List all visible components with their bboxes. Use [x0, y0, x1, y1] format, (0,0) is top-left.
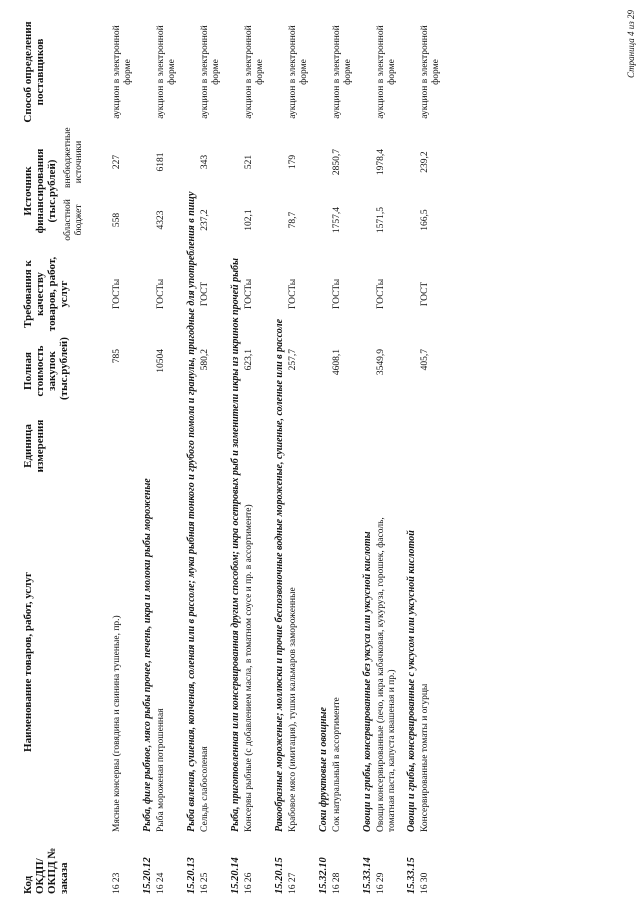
header-extrabudget: внебюджетные источники [63, 127, 84, 188]
row-code: 16 26 [244, 872, 255, 894]
row-extrabudget: 2850,7 [332, 148, 343, 176]
row-name: Сок натуральный в ассортименте [332, 697, 343, 832]
row-requirements: ГОСТы [376, 278, 387, 310]
group-code: 15.20.15 [274, 857, 286, 894]
row-method: аукцион в электронной форме [112, 25, 133, 119]
group-row [222, 11, 243, 897]
row-code: 16 24 [156, 872, 167, 894]
table-row [331, 11, 354, 897]
row-name: Рыба мороженая потрошенная [156, 708, 167, 832]
row-regional-budget: 166,5 [420, 209, 431, 231]
row-cost: 257,7 [288, 349, 299, 371]
header-financing: Источник финансирования (тыс.рублей) [22, 148, 59, 234]
row-extrabudget: 521 [244, 154, 255, 170]
row-method: аукцион в электронной форме [420, 25, 441, 119]
row-method: аукцион в электронной форме [376, 25, 397, 119]
header-name: Наименование товаров, работ, услуг [22, 572, 34, 752]
row-requirements: ГОСТы [244, 278, 255, 310]
row-unit [287, 403, 310, 489]
row-requirements: ГОСТ [420, 281, 431, 307]
table-row [155, 11, 178, 897]
row-cost: 10504 [156, 349, 167, 373]
row-method: аукцион в электронной форме [288, 25, 309, 119]
group-code: 15.20.13 [186, 857, 198, 894]
row-unit [155, 403, 178, 489]
row-requirements: ГОСТ [200, 281, 211, 307]
row-name: Крабовое мясо (имитация), тушки кальмаров замороженные [288, 587, 299, 832]
row-unit [86, 403, 134, 489]
row-regional-budget: 558 [112, 212, 123, 228]
row-cost: 623,1 [244, 349, 255, 371]
group-code: 15.20.12 [142, 857, 154, 894]
row-extrabudget: 239,2 [420, 151, 431, 173]
header-code: Код ОКДП/ ОКПД № заказа [22, 847, 71, 894]
group-title: Овощи и грибы, консервированные с уксусом или уксусной кислотой [406, 530, 418, 832]
group-row [310, 11, 331, 897]
row-cost: 405,7 [420, 349, 431, 371]
group-code: 15.33.15 [406, 857, 418, 894]
row-code: 16 27 [288, 872, 299, 894]
group-row [266, 11, 287, 897]
group-code: 15.32.10 [318, 857, 330, 894]
row-method: аукцион в электронной форме [244, 25, 265, 119]
row-extrabudget: 1978,4 [376, 148, 387, 176]
table-row [375, 11, 398, 897]
row-requirements: ГОСТы [288, 278, 299, 310]
row-unit [199, 403, 222, 489]
group-title: Овощи и грибы, консервированные без уксуса или уксусной кислоты [362, 531, 374, 832]
group-title: Ракообразные мороженые; моллюски и прочие беспозвоночные водные мороженые, сушеные, соленые или в рассоле [274, 318, 286, 832]
row-cost: 3549,9 [376, 349, 387, 376]
row-cost: 785 [112, 349, 123, 364]
page-number: Страница 4 из 29 [626, 10, 636, 78]
group-row [398, 11, 419, 897]
row-name: Консервы рыбные (с добавлением масла, в томатном соусе и пр. в ассортименте) [244, 504, 255, 832]
group-code: 15.20.14 [230, 857, 242, 894]
row-cost: 580,2 [200, 349, 211, 371]
group-row [134, 11, 155, 897]
row-extrabudget: 227 [112, 154, 123, 170]
header-method: Способ определения поставщиков [22, 21, 47, 123]
group-title: Рыба вяленая, сушеная, копченая, соленая или в рассоле; мука рыбная тонкого и грубого помола и гранулы, пригодные для употребления в пищу [186, 191, 198, 832]
table-row [419, 11, 442, 897]
row-code: 16 25 [200, 872, 211, 894]
row-name: Овощи консервированные (лечо, икра кабачковая, кукуруза, горошек, фасоль, томатная паста, капуста квашеная и пр.) [376, 517, 397, 832]
row-regional-budget: 102,1 [244, 209, 255, 231]
procurement-table [20, 11, 442, 897]
row-requirements: ГОСТы [156, 278, 167, 310]
row-extrabudget: 343 [200, 154, 211, 170]
header-requirements: Требования к качеству товаров, работ, услуг [22, 256, 71, 332]
table-row [287, 11, 310, 897]
group-row [354, 11, 375, 897]
row-unit [331, 403, 354, 489]
row-unit [243, 403, 266, 489]
header-row [20, 11, 60, 897]
row-regional-budget: 1757,4 [332, 206, 343, 234]
row-unit [375, 403, 398, 489]
row-code: 16 23 [112, 872, 123, 894]
row-regional-budget: 1571,5 [376, 206, 387, 234]
row-cost: 4608,1 [332, 349, 343, 376]
header-unit: Единица измерения [22, 419, 47, 473]
group-title: Соки фруктовые и овощные [318, 707, 330, 832]
header-regional-budget: областной бюджет [63, 199, 84, 241]
table-row [243, 11, 266, 897]
row-name: Сельдь слабосоленая [200, 746, 211, 832]
row-regional-budget: 4323 [156, 210, 167, 230]
table-row [86, 11, 134, 897]
row-method: аукцион в электронной форме [332, 25, 353, 119]
row-regional-budget: 237,2 [200, 209, 211, 231]
header-cost: Полная стоимость закупок (тыс.рублей) [22, 337, 71, 400]
row-name: Консервированные томаты и огурцы [420, 683, 431, 832]
row-extrabudget: 6181 [156, 152, 167, 172]
group-code: 15.33.14 [362, 857, 374, 894]
table-row [199, 11, 222, 897]
group-title: Рыба, приготовленная или консервированная другим способом; икра осетровых рыб и заменители икры из икринок прочей рыбы [230, 258, 242, 832]
row-requirements: ГОСТы [112, 278, 123, 310]
row-method: аукцион в электронной форме [156, 25, 177, 119]
row-code: 16 28 [332, 872, 343, 894]
row-code: 16 30 [420, 872, 431, 894]
row-requirements: ГОСТы [332, 278, 343, 310]
group-title: Рыба, филе рыбное, мясо рыбы прочее, печень, икра и молоки рыбы мороженые [142, 478, 154, 832]
row-extrabudget: 179 [288, 154, 299, 170]
row-name: Мясные консервы (говядина и свинина тушеные, пр.) [112, 615, 123, 832]
group-row [178, 11, 199, 897]
row-unit [419, 403, 442, 489]
row-method: аукцион в электронной форме [200, 25, 221, 119]
row-code: 16 29 [376, 872, 387, 894]
row-regional-budget: 78,7 [288, 211, 299, 229]
